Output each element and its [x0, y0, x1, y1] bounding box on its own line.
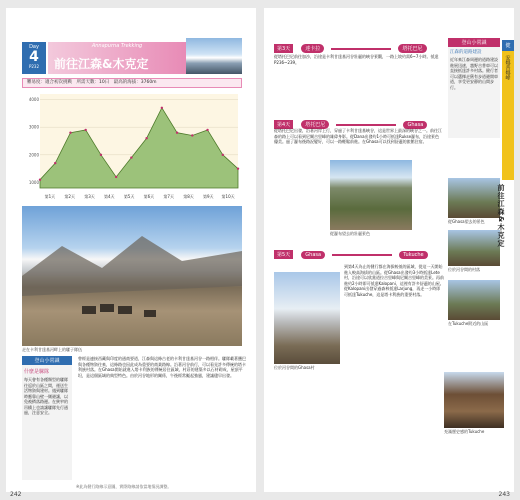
- elevation-point: [145, 137, 147, 139]
- page-number-right: 243: [498, 491, 510, 498]
- day3-label: 第3天: [274, 44, 293, 53]
- x-tick-label: 第1天: [44, 194, 56, 199]
- day4-route: [274, 114, 430, 126]
- x-tick-label: 第8天: [183, 194, 194, 199]
- x-tick-label: 第5天: [123, 194, 135, 199]
- x-tick-label: 第6天: [143, 194, 155, 199]
- day-tag-number: 4: [29, 49, 39, 65]
- elevation-chart-svg: [22, 90, 242, 202]
- x-tick-label: 第7天: [163, 194, 174, 199]
- elevation-point: [39, 179, 41, 181]
- side-index-icon: 健: [502, 40, 514, 51]
- x-tick-label: 第10天: [221, 194, 235, 199]
- x-tick-label: 第4天: [104, 194, 115, 199]
- photo-r1-caption: 從瀑布望去的壯麗景色: [330, 231, 370, 236]
- side-photo-2: [448, 230, 500, 266]
- road-info-title: 江森的道路建設: [450, 50, 482, 55]
- tips-box-body: 每天會有各種類型的騾隊往返於山區之間，運送生活物資與建材。遇到騾隊時應靠山壁一側避讓，以免被擠落路邊。在狹窄的吊橋上也請讓騾隊先行通過，注意安全。: [24, 377, 68, 415]
- right-page: [264, 8, 514, 498]
- x-tick-label: 第2天: [64, 194, 75, 199]
- day4-arrow: [336, 124, 396, 126]
- day3-to: 塔托巴尼: [398, 44, 426, 53]
- elevation-point: [237, 167, 239, 169]
- elevation-point: [130, 156, 132, 158]
- side-photo-3: [448, 280, 500, 320]
- road-info-body: 近年來江森周邊的道路建設進展迅速，越野吉普車可以直接抵達許多村落。健行者可以選擇走舊有步道避開車道，享受更安靜的山間步行。: [450, 57, 498, 90]
- mule-silhouettes: [22, 206, 242, 346]
- side-index-label: 安娜普娜峰: [504, 55, 511, 80]
- day5-text: 到第4天為止的健行都在海拔較低的區域，從這一天開始進入較高海拔的山區。從Ghasa出發約3小時抵達Lete村，沿途可以欣賞道拉吉里峰與尼爾吉里峰的美景。再前進約2小時即可抵達Kalopani，這裡有許多舒適的山屋。從Kalopani出發穿過森林抵達Larjung，再走一小時即可抵達Tukuche，這是塔卡利族的重要村落。: [344, 264, 444, 297]
- elevation-point: [206, 129, 208, 131]
- elevation-point: [84, 129, 86, 131]
- page-title: 前往江森&木克定: [54, 57, 149, 71]
- side-photo-2-caption: 位於河谷間的村落: [448, 267, 480, 272]
- header-mountain-photo: [186, 38, 242, 74]
- mule-caravan-photo: [22, 206, 242, 346]
- y-tick-label: 4000: [28, 97, 39, 103]
- x-tick-label: 第9天: [203, 194, 214, 199]
- day5-route: [274, 244, 430, 256]
- footer-note: ※此為健行路線示意圖，實際路線請依當地情況調整。: [76, 484, 172, 489]
- day-tag-label: Day: [29, 44, 39, 50]
- day5-label: 第5天: [274, 250, 293, 259]
- elevation-chart: [22, 90, 242, 202]
- day3-route: [274, 38, 430, 50]
- elevation-point: [54, 162, 56, 164]
- day5-to: Tukuche: [399, 251, 427, 259]
- road-info-box: [448, 38, 500, 138]
- tips-box-header: 登山小常識: [22, 356, 72, 365]
- elevation-point: [115, 176, 117, 178]
- side-photo-3-caption: 在Tukuche附近的山區: [448, 321, 489, 326]
- day5-from: Ghasa: [301, 251, 325, 259]
- elevation-point: [161, 107, 163, 109]
- day4-label: 第4天: [274, 120, 293, 129]
- tips-box-title: 什麼是騾隊: [24, 369, 50, 375]
- y-tick-label: 3000: [28, 124, 39, 130]
- day-tag-code: P232: [28, 64, 40, 69]
- y-tick-label: 1000: [28, 179, 39, 185]
- page-number-left: 242: [10, 491, 22, 498]
- day4-text: 從塔托巴尼出發，沿著河岸上行，穿過了卡利甘達基峽谷，這是世界上最深的峽谷之一。前往江森的路上可以看到尼爾吉里峰的雄偉身影。從Dana出發約1小時可抵達Rukse瀑布，沿途景色優美。過了瀑布後路況變好，可以一路輕鬆前進。在Ghasa可以找到舒適的旅館住宿。: [274, 128, 442, 144]
- waterfall-photo: [330, 160, 412, 230]
- y-tick-label: 2000: [28, 152, 39, 158]
- side-photo-1-caption: 從Ghasa望去的景色: [448, 219, 485, 224]
- photo-r3-caption: 充滿歷史感的Tukuche: [444, 429, 485, 434]
- photo-caption: 走在卡利甘達基河畔上的騾子隊伍: [22, 347, 82, 352]
- elevation-point: [176, 132, 178, 134]
- day4-from: 塔托巴尼: [301, 120, 329, 129]
- elevation-point: [191, 134, 193, 136]
- info-bar: 難易度：適合初次挑戰 所需天數：10日 最高的海拔：3760m: [22, 78, 242, 88]
- photo-r2-caption: 位於河谷間的Ghasa村: [274, 365, 315, 370]
- side-index-tab[interactable]: [502, 40, 514, 180]
- title-band: [48, 42, 186, 74]
- elevation-point: [100, 154, 102, 156]
- tips-box: [22, 356, 72, 480]
- side-photo-1: [448, 178, 500, 218]
- day3-arrow: [331, 48, 391, 50]
- vertical-section-title: 前往江森&木克定: [497, 184, 505, 248]
- elevation-point: [69, 132, 71, 134]
- body-text: 曾經是連接西藏與印度的通商要道，江森與這條古老的卡利甘達基河谷一路相伴。騾隊載著鹽巴與各種物資往來，這條路也因此成為重要的商業路線。沿著河谷前行，可以看見許多傳統的塔卡利族村落。在Ghasa開始就進入塔卡利族的傳統居住區域，村莊的建築多以石材砌成，屋頂平坦，是這個區域的典型特色。由於河谷地形的關係，午後經常颳起強風，建議儘早出發。: [78, 356, 246, 378]
- tukuche-photo: [444, 372, 504, 428]
- route-subtitle: Annapurna Trekking: [91, 43, 143, 49]
- day4-to: Ghasa: [403, 121, 427, 129]
- left-page: [6, 8, 256, 498]
- day3-text: 從塔托巴尼前往加沙，沿途是卡利甘達基河谷壯麗的峽谷景觀，一路上坡約需6~7小時。抵達P236~239。: [274, 54, 439, 65]
- road-info-header: 登山小常識: [448, 38, 500, 47]
- day-tag: [22, 42, 46, 74]
- x-tick-label: 第3天: [84, 194, 95, 199]
- day5-arrow: [332, 254, 392, 256]
- day3-from: 達卡拉: [301, 44, 324, 53]
- elevation-point: [222, 154, 224, 156]
- ghasa-village-photo: [274, 272, 340, 364]
